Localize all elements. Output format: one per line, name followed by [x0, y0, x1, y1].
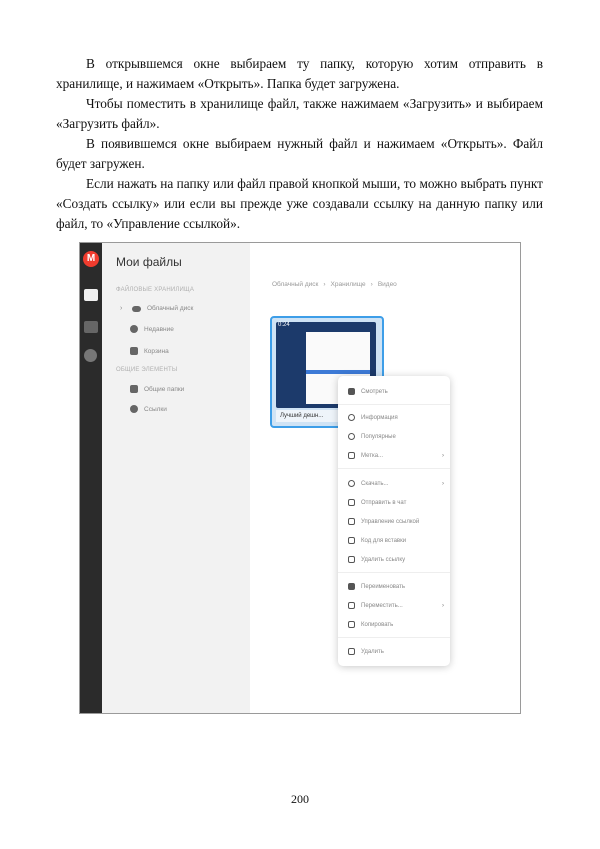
app-rail [80, 243, 102, 713]
chevron-right-icon: › [442, 602, 444, 609]
mail-logo-icon[interactable]: M [83, 251, 99, 267]
paragraph: Чтобы поместить в хранилище файл, также нажимаем «Загрузить» и выбираем «Загрузить файл». [56, 96, 543, 131]
sidebar-item-recent[interactable] [130, 325, 174, 333]
context-menu [338, 376, 450, 666]
chevron-right-icon: › [442, 480, 444, 487]
info-icon [348, 414, 355, 421]
menu-item-embed-code[interactable] [348, 537, 444, 544]
menu-item-label: Удалить [361, 648, 384, 655]
sidebar-item-label: Недавние [144, 325, 174, 333]
clock-icon [130, 325, 138, 333]
breadcrumb [272, 281, 397, 288]
paragraph: Если нажать на папку или файл правой кнопкой мыши, то можно выбрать пункт «Создать ссылку» или если вы прежде уже создавали ссылку на данную папку или файл, то «Управление ссылкой». [56, 176, 543, 231]
menu-item-favorites[interactable] [348, 433, 444, 440]
menu-item-label: Копировать [361, 621, 394, 628]
menu-item-label: Переименовать [361, 583, 405, 590]
breadcrumb-item[interactable]: Облачный диск [272, 281, 319, 288]
code-icon [348, 537, 355, 544]
sidebar-section-storage: ФАЙЛОВЫЕ ХРАНИЛИЩА [116, 287, 195, 293]
menu-item-label: Смотреть [361, 388, 388, 395]
body-text [56, 54, 543, 234]
menu-item-label: Популярные [361, 433, 396, 440]
breadcrumb-item[interactable]: Видео [377, 281, 397, 288]
menu-divider [338, 637, 450, 638]
menu-item-tag[interactable] [348, 452, 444, 459]
photos-icon[interactable] [84, 321, 98, 333]
menu-item-delete-link[interactable] [348, 556, 444, 563]
page-number: 200 [291, 792, 309, 806]
sidebar-item-label: Корзина [144, 347, 169, 355]
shared-folder-icon [130, 385, 138, 393]
unlink-icon [348, 556, 355, 563]
menu-item-watch[interactable] [348, 388, 444, 395]
embedded-screenshot [79, 242, 521, 714]
chevron-right-icon: › [442, 452, 444, 459]
chevron-right-icon[interactable]: › [120, 305, 123, 312]
menu-item-copy[interactable] [348, 621, 444, 628]
menu-item-move[interactable] [348, 602, 444, 609]
menu-item-label: Код для вставки [361, 537, 407, 544]
menu-item-manage-link[interactable] [348, 518, 444, 525]
link-icon [130, 405, 138, 413]
link-icon [348, 518, 355, 525]
tag-icon [348, 452, 355, 459]
sidebar-item-cloud-disk[interactable] [132, 305, 193, 312]
menu-item-rename[interactable] [348, 583, 444, 590]
file-name: Лучший дешн... [276, 410, 376, 422]
paragraph: В появившемся окне выбираем нужный файл и нажимаем «Открыть». Файл будет загружен. [56, 136, 543, 171]
send-chat-icon [348, 499, 355, 506]
download-icon [348, 480, 355, 487]
menu-item-download[interactable] [348, 480, 444, 487]
thumbnail-selection [306, 370, 370, 374]
sidebar-title: Мои файлы [116, 255, 182, 269]
sidebar [102, 243, 250, 713]
menu-item-label: Скачать... [361, 480, 389, 487]
menu-item-send-to-chat[interactable] [348, 499, 444, 506]
sidebar-section-shared: ОБЩИЕ ЭЛЕМЕНТЫ [116, 367, 178, 373]
menu-item-label: Удалить ссылку [361, 556, 406, 563]
sidebar-item-trash[interactable] [130, 347, 169, 355]
sidebar-item-label: Общие папки [144, 385, 185, 393]
chat-icon[interactable] [84, 349, 97, 362]
sidebar-item-shared-folders[interactable] [130, 385, 184, 393]
menu-item-label: Переместить... [361, 602, 403, 609]
copy-icon [348, 621, 355, 628]
menu-item-label: Информация [361, 414, 398, 421]
trash-icon [348, 648, 355, 655]
menu-divider [338, 468, 450, 469]
files-icon[interactable] [84, 289, 98, 301]
breadcrumb-item[interactable]: Хранилище [330, 281, 366, 288]
move-icon [348, 602, 355, 609]
trash-icon [130, 347, 138, 355]
cloud-icon [132, 306, 141, 312]
pencil-icon [348, 583, 355, 590]
menu-divider [338, 572, 450, 573]
sidebar-item-label: Ссылки [144, 405, 167, 413]
breadcrumb-separator: › [370, 281, 373, 288]
sidebar-item-links[interactable] [130, 405, 167, 413]
menu-item-info[interactable] [348, 414, 444, 421]
play-icon [348, 388, 355, 395]
menu-item-label: Отправить в чат [361, 499, 407, 506]
menu-item-delete[interactable] [348, 648, 444, 655]
sidebar-item-label: Облачный диск [147, 305, 194, 312]
menu-item-label: Управление ссылкой [361, 518, 420, 525]
heart-icon [348, 433, 355, 440]
menu-divider [338, 404, 450, 405]
menu-item-label: Метка... [361, 452, 384, 459]
video-duration-badge: 0:24 [278, 322, 290, 328]
breadcrumb-separator: › [323, 281, 326, 288]
paragraph: В открывшемся окне выбираем ту папку, которую хотим отправить в хранилище, и нажимаем «Открыть». Папка будет загружена. [56, 56, 543, 91]
